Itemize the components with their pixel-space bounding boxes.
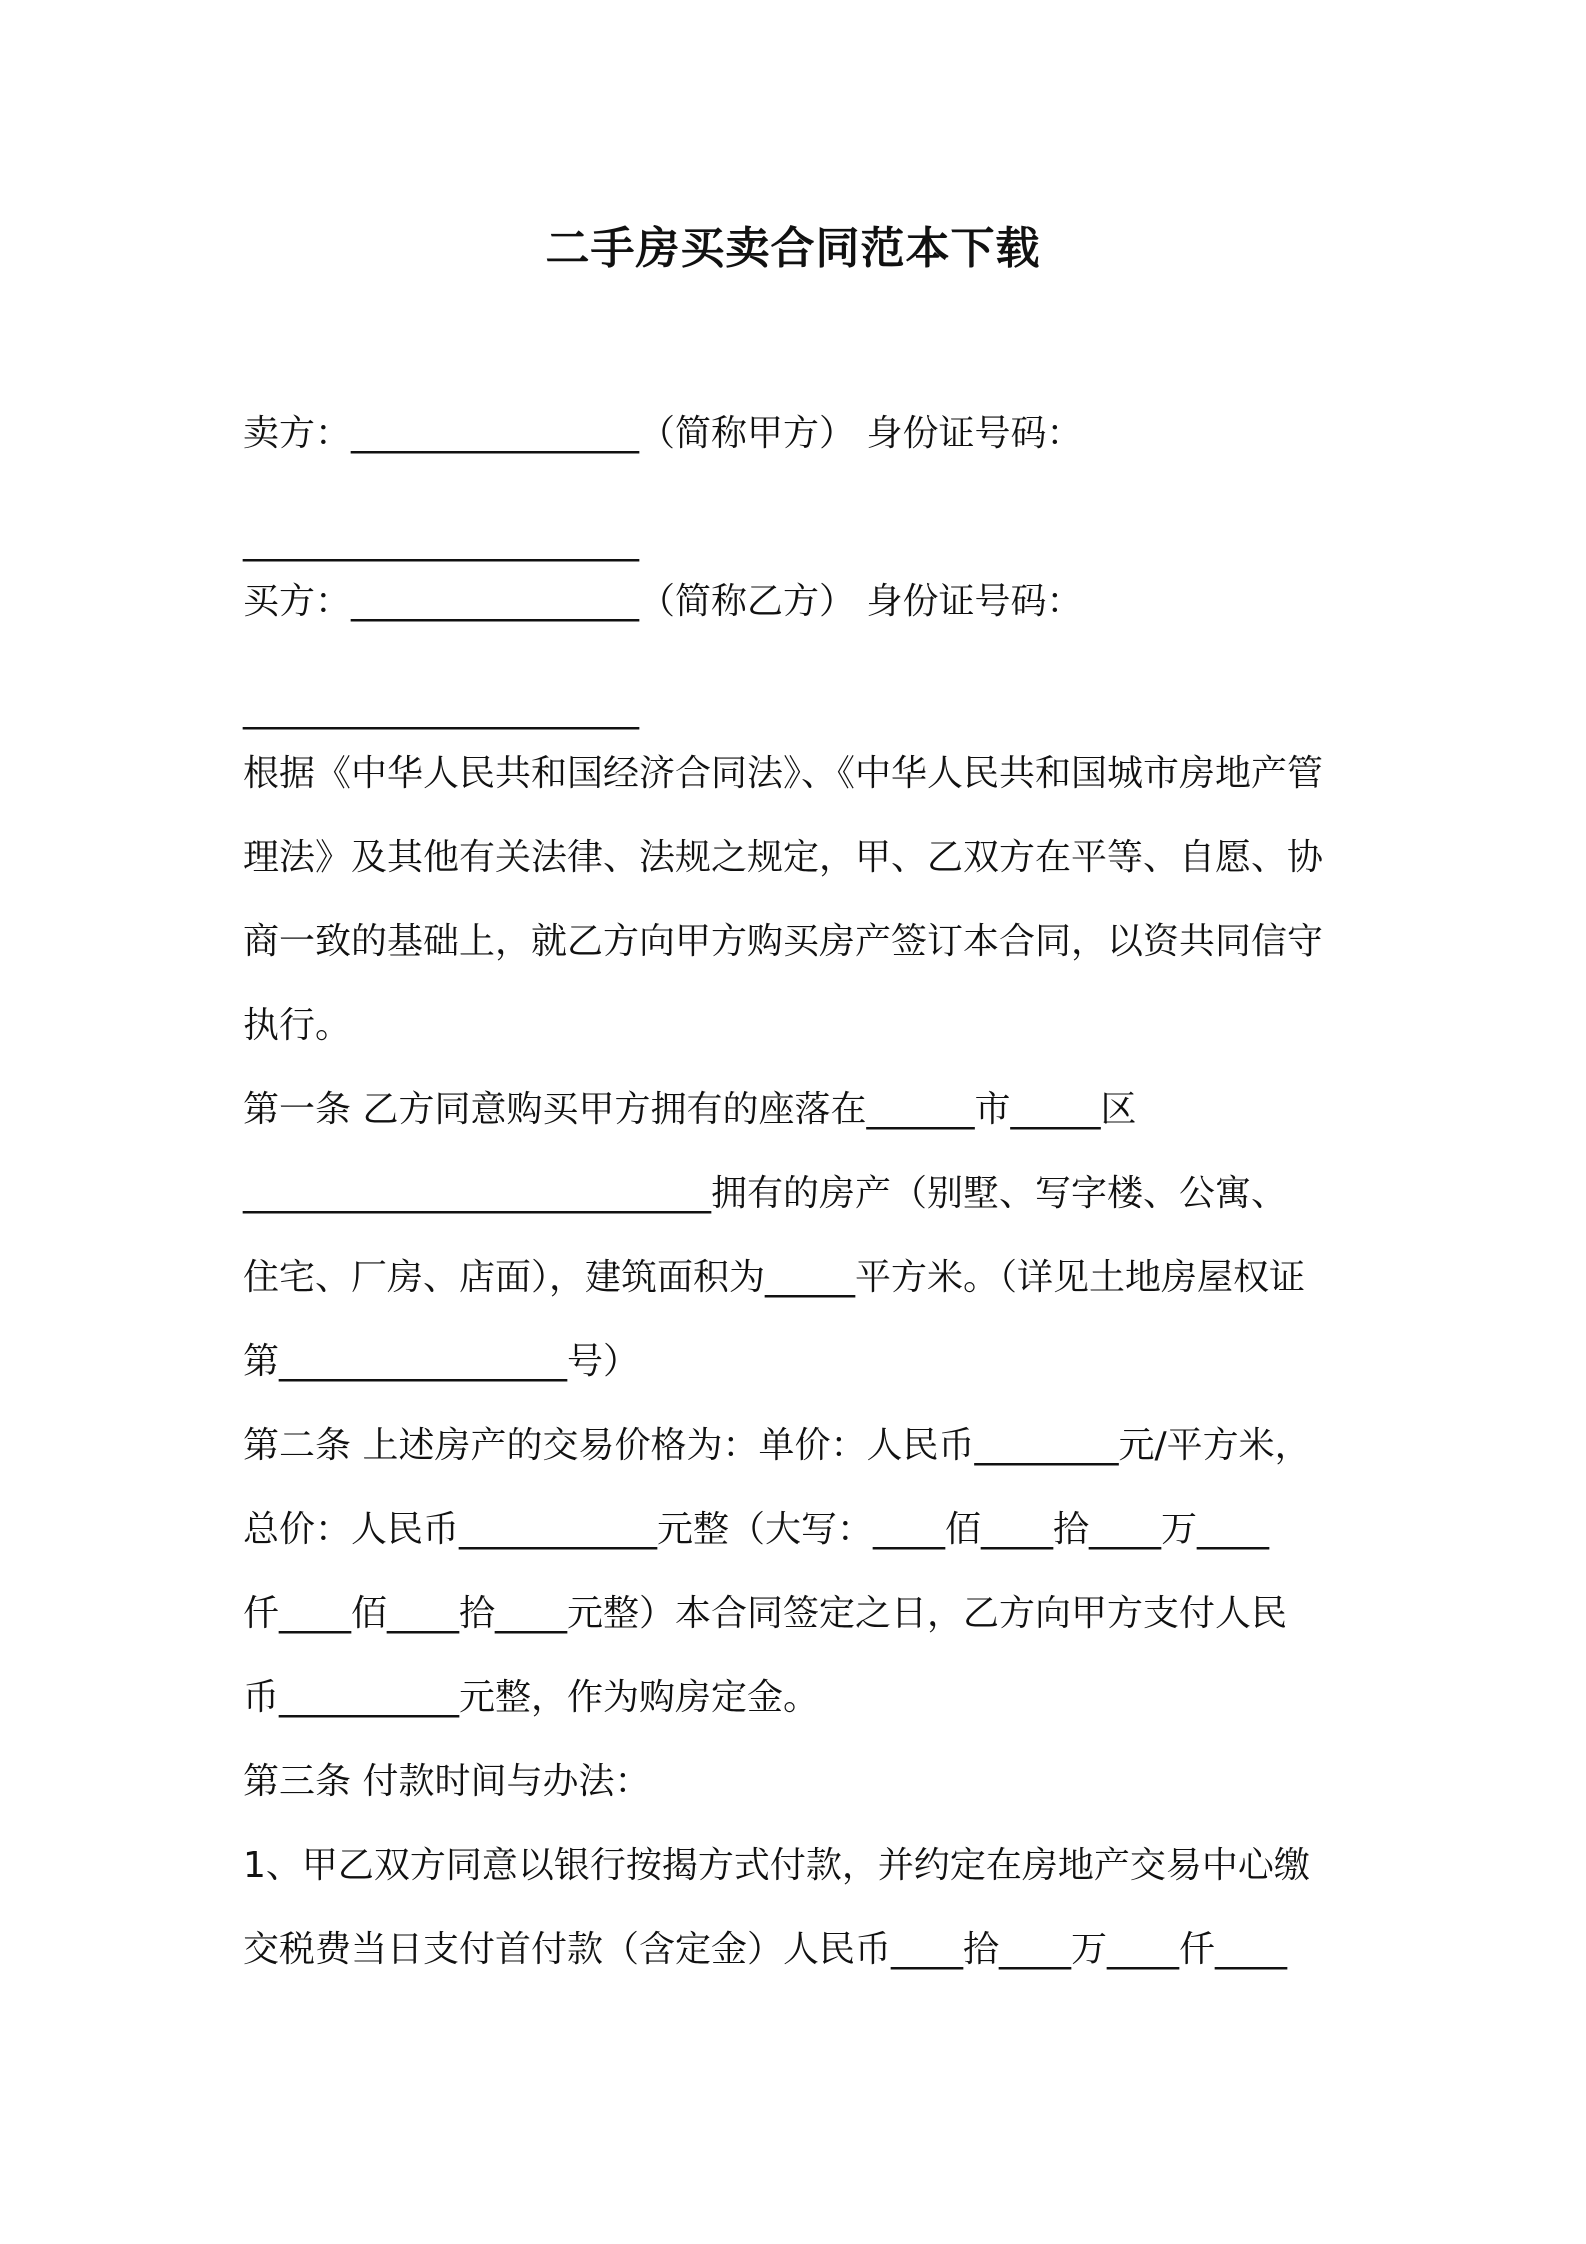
article-2-line: 第二条 上述房产的交易价格为：单价：人民币________元/平方米， [243, 1425, 1311, 1466]
preamble-line: 理法》及其他有关法律、法规之规定，甲、乙双方在平等、自愿、协 [243, 837, 1324, 878]
article-3-line: 交税费当日支付首付款（含定金）人民币____拾____万____仟____ [243, 1929, 1288, 1970]
article-1-line: 住宅、厂房、店面），建筑面积为_____平方米。（详见土地房屋权证 [243, 1257, 1306, 1298]
article-2-line: 总价：人民币___________元整（大写：____佰____拾____万____ [243, 1509, 1270, 1550]
article-3-line: 1、甲乙双方同意以银行按揭方式付款，并约定在房地产交易中心缴 [243, 1845, 1310, 1886]
article-2-line: 仟____佰____拾____元整）本合同签定之日，乙方向甲方支付人民 [243, 1593, 1288, 1634]
preamble-line: 执行。 [243, 1005, 352, 1046]
article-1-line: __________________________拥有的房产（别墅、写字楼、公寓、 [243, 1173, 1288, 1214]
article-1-line: 第________________号） [243, 1341, 640, 1382]
seller-id-blank: ______________________ [243, 521, 639, 562]
article-3-heading: 第三条 付款时间与办法： [243, 1761, 651, 1802]
article-1-line: 第一条 乙方同意购买甲方拥有的座落在______市_____区 [243, 1089, 1137, 1130]
document-title: 二手房买卖合同范本下载 [545, 223, 1041, 274]
buyer-id-blank: ______________________ [243, 689, 639, 730]
article-2-line: 币__________元整，作为购房定金。 [243, 1677, 820, 1718]
buyer-line: 买方：________________（简称乙方） 身份证号码： [243, 581, 1083, 622]
preamble-line: 商一致的基础上，就乙方向甲方购买房产签订本合同，以资共同信守 [243, 921, 1324, 962]
seller-line: 卖方：________________（简称甲方） 身份证号码： [243, 413, 1083, 454]
preamble-line: 根据《中华人民共和国经济合同法》、《中华人民共和国城市房地产管 [243, 753, 1324, 794]
